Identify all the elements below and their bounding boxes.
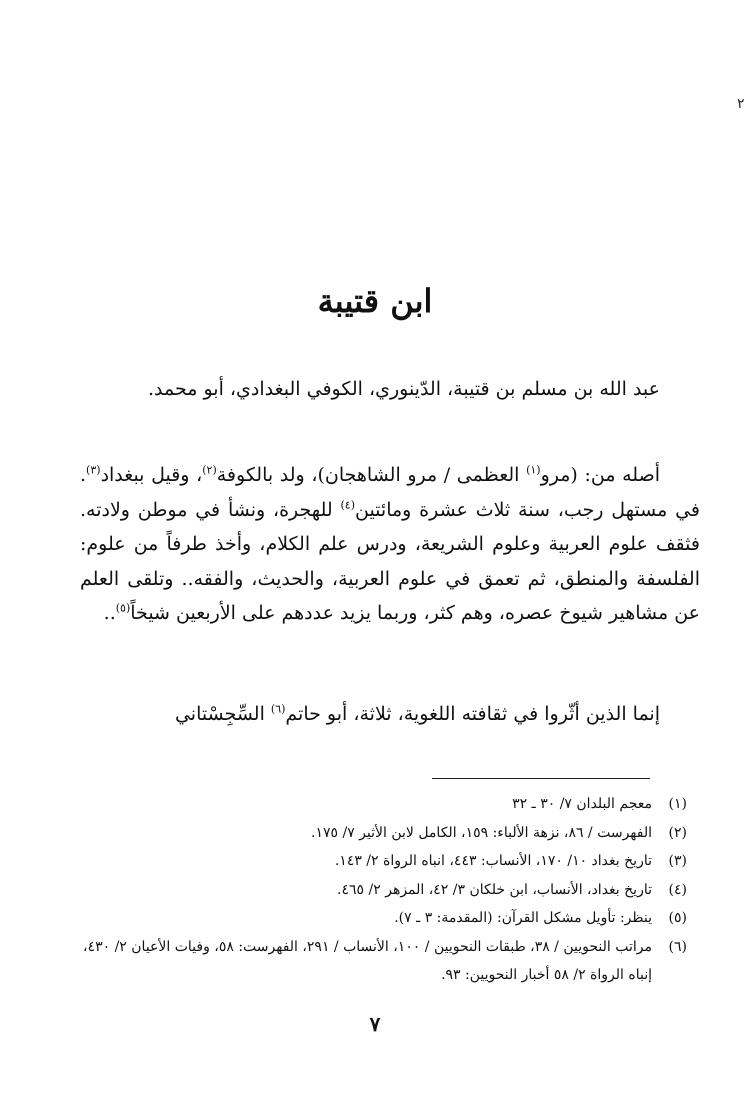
footnote-item [80,790,687,819]
footnote-text: الفهرست / ٨٦، نزهة الألباء: ١٥٩، الكامل لابن الأثير ٧/ ١٧٥. [311,824,652,841]
footnote-ref-1[interactable]: (١) [526,463,541,477]
footnote-item [80,933,687,990]
footnote-number: (٣) [668,853,687,869]
paragraph-2-run: ، وقيل ببغداد [100,464,203,486]
paragraph-2-run: .. [103,602,116,624]
footnote-divider [432,778,650,779]
footnote-text: مراتب النحويين / ٣٨، طبقات النحويين / ١٠٠، الأنساب / ٢٩١، الفهرست: ٥٨، وفيات الأعيان ٢/ ٤٣٠، إنباه الرواة ٢/ ٥٨ أخبار النحويين: ٩٣. [83,938,652,983]
paragraph-3-text [80,697,700,732]
footnote-ref-6[interactable]: (٦) [270,702,286,716]
paragraph-2-text [80,458,700,631]
paragraph-3-run: إنما الذين أثّروا في ثقافته اللغوية، ثلاثة، أبو حاتم [285,703,660,725]
chapter-title: ابن قتيبة [317,282,433,320]
footnote-number: (١) [668,796,687,812]
footnote-item [80,819,687,848]
paragraph-2-run: للهجرة، ونشأ في موطن ولادته. فثقف علوم العربية وعلوم الشريعة، ودرس علم الكلام، وأخذ طرفاً من علوم: الفلسفة والمنطق، ثم تعمق في علوم العربية، والحديث، والفقه.. وتلقى العلم عن مشاهير شيوخ عصره، وهم كثر، وربما يزيد عددهم على الأربعين شيخاً [80,498,700,624]
footnote-ref-3[interactable]: (٣) [86,463,101,477]
paragraph-3 [80,697,700,732]
footnote-number: (٦) [668,938,687,955]
footnote-item [80,904,687,933]
footnote-text: معجم البلدان ٧/ ٣٠ ـ ٣٢ [512,796,652,812]
paragraph-1-text: عبد الله بن مسلم بن قتيبة، الدّينوري، الكوفي البغدادي، أبو محمد. [147,378,660,400]
footnote-item [80,876,687,905]
footnotes-list [80,790,687,990]
footnote-ref-5[interactable]: (٥) [115,601,131,615]
footnote-text: ينظر: تأويل مشكل القرآن: (المقدمة: ٣ ـ ٧). [394,910,652,926]
paragraph-2-run: العظمى / مرو الشاهجان)، ولد بالكوفة [216,464,527,486]
page-number: ٧ [369,1012,381,1036]
paragraph-3-run: السِّجِسْتاني [174,703,271,725]
footnote-number: (٢) [668,824,687,841]
footnote-number: (٤) [668,881,687,898]
paragraph-2-run: أصله من: (مرو [540,464,661,486]
footnote-text: تاريخ بغداد، الأنساب، ابن خلكان ٣/ ٤٢، المزهر ٢/ ٤٦٥. [337,881,652,898]
paragraph-2-run: . في مستهل رجب، سنة ثلاث عشرة ومائتين [80,464,700,521]
paragraph-1 [80,372,700,407]
paragraph-2 [80,458,700,631]
footnote-ref-2[interactable]: (٢) [202,463,217,477]
footnote-number: (٥) [668,910,687,926]
footnote-ref-4[interactable]: (٤) [340,498,355,512]
footnote-text: تاريخ بغداد ١٠/ ١٧٠، الأنساب: ٤٤٣، انباه الرواة ٢/ ١٤٣. [334,853,652,869]
footnote-item [80,847,687,876]
margin-mark: ٢ [737,96,745,112]
